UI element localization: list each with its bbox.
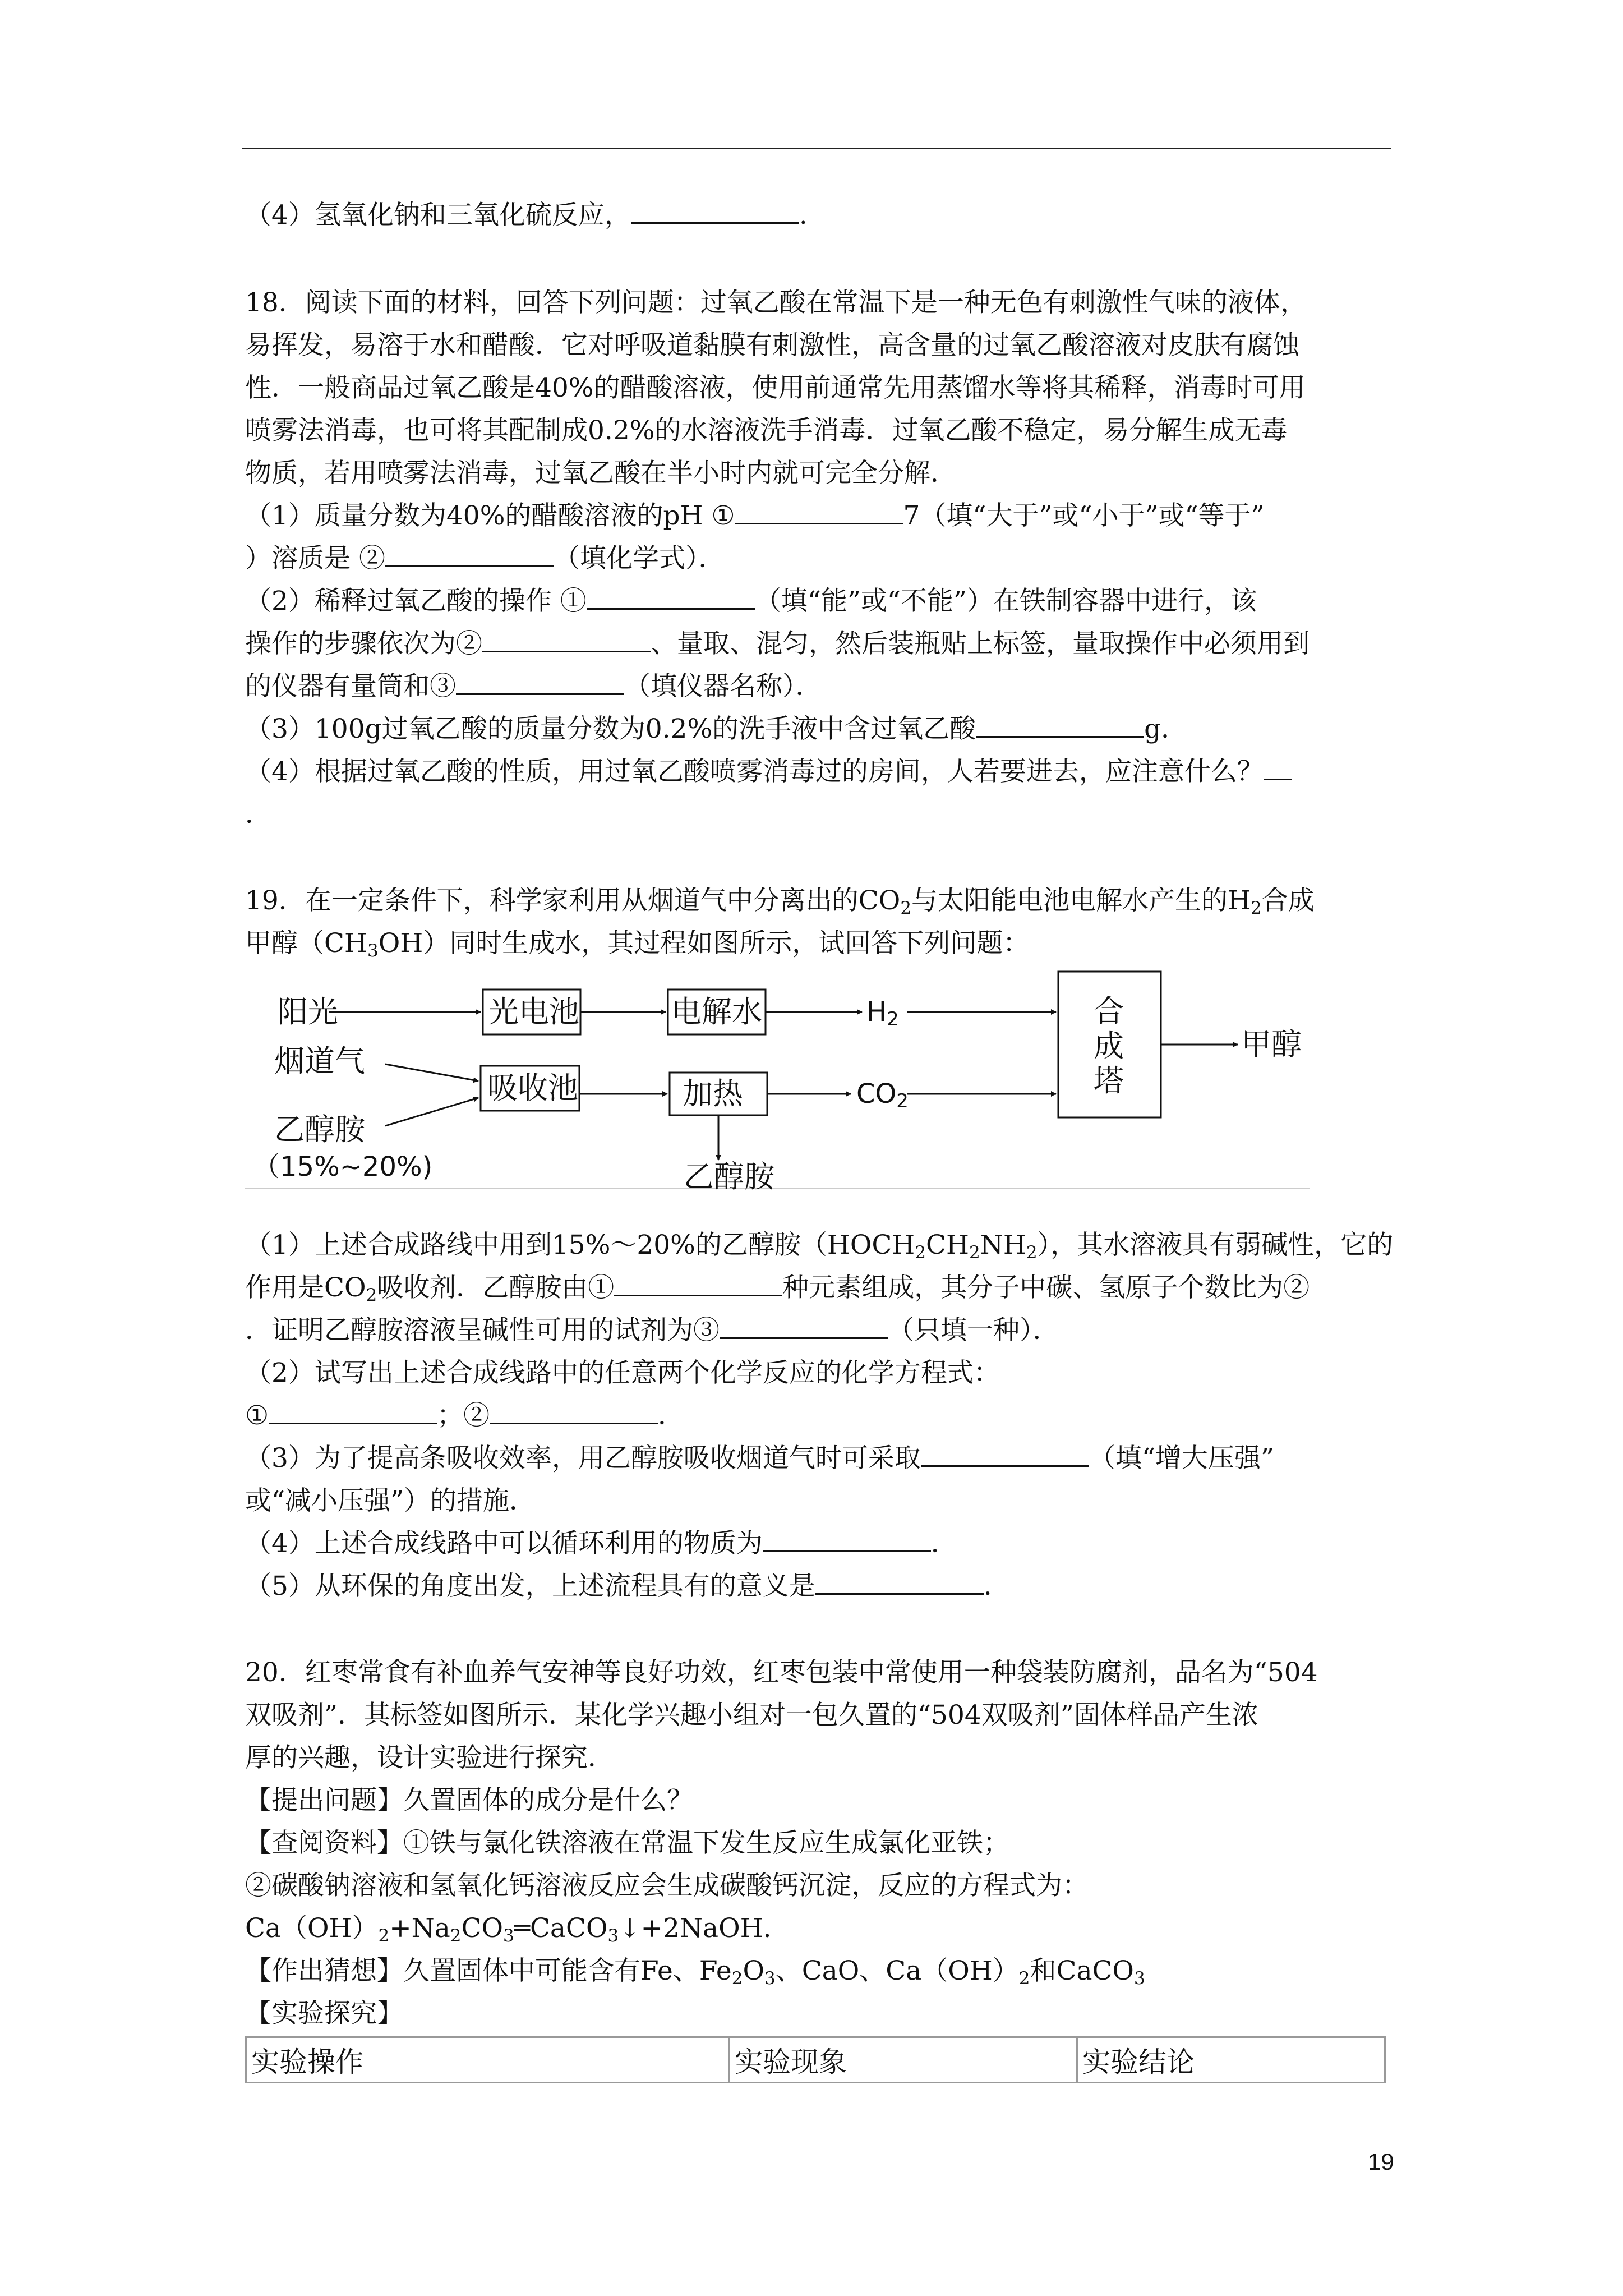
label-methanol: 甲醇 — [1241, 1027, 1302, 1062]
q19-part5: （5）从环保的角度出发，上述流程具有的意义是 ． — [245, 1571, 1010, 1602]
answer-blank[interactable] — [490, 1401, 658, 1424]
q20-materials: 【查阅资料】①铁与氯化铁溶液在常温下发生反应生成氯化亚铁； — [245, 1828, 1009, 1858]
answer-blank[interactable] — [815, 1572, 984, 1595]
q20-text-line: 双吸剂”．其标签如图所示．某化学兴趣小组对一包久置的“504双吸剂”固体样品产生浓 — [245, 1700, 1258, 1731]
experiment-table — [245, 2036, 1386, 2083]
q17-part4: （4）氢氧化钠和三氧化硫反应， . — [245, 200, 808, 231]
answer-blank[interactable] — [976, 715, 1144, 738]
label-sunlight: 阳光 — [278, 994, 338, 1029]
label-concentration: （15%~20%) — [253, 1151, 433, 1182]
label-h2: $H_2$ — [866, 996, 899, 1030]
q20-text-line: 厚的兴趣，设计实验进行探究． — [245, 1742, 614, 1773]
q19-part2: （2）试写出上述合成线路中的任意两个化学反应的化学方程式： — [245, 1358, 1000, 1388]
q18-part2-cont: 的仪器有量筒和③ （填仪器名称）． — [245, 671, 822, 702]
answer-blank[interactable] — [385, 544, 554, 567]
q18-text-line: 物质，若用喷雾法消毒，过氧乙酸在半小时内就可完全分解． — [245, 458, 957, 489]
label-heating: 加热 — [683, 1076, 743, 1111]
q18-part1: （1）质量分数为40%的醋酸溶液的pH ① 7（填“大于”或“小于”或“等于” — [245, 500, 1265, 531]
q18-part3: （3）100g过氧乙酸的质量分数为0.2%的洗手液中含过氧乙酸 g． — [245, 714, 1188, 744]
label-photocell: 光电池 — [488, 994, 579, 1029]
q19-part3: （3）为了提高条吸收效率，用乙醇胺吸收烟道气时可采取 （填“增大压强” — [245, 1443, 1274, 1474]
header-rule — [242, 148, 1391, 149]
answer-blank[interactable] — [631, 201, 799, 224]
q20-hypothesis: 【作出猜想】久置固体中可能含有Fe、$Fe_2O_3$、CaO、$Ca(OH)_2$和CaCO$_3$ — [245, 1955, 1145, 1989]
q20-question-heading: 【提出问题】久置固体的成分是什么？ — [245, 1785, 693, 1816]
answer-blank[interactable] — [456, 672, 624, 695]
answer-blank[interactable] — [1264, 757, 1292, 780]
label-electrolysis: 电解水 — [671, 994, 762, 1029]
q19-part2-answers: ① ；② ． — [245, 1400, 685, 1431]
label-absorber: 吸收池 — [487, 1070, 578, 1106]
label-co2: $CO_2$ — [856, 1078, 909, 1112]
q18-part1-cont: ）溶质是 ② （填化学式）． — [245, 543, 725, 574]
answer-blank[interactable] — [587, 587, 755, 610]
label-ethanolamine: 乙醇胺 — [274, 1112, 365, 1147]
answer-blank[interactable] — [482, 629, 651, 652]
q18-text-line: 喷雾法消毒，也可将其配制成0.2%的水溶液洗手消毒．过氧乙酸不稳定，易分解生成无毒 — [245, 415, 1288, 446]
answer-blank[interactable] — [763, 1529, 931, 1552]
page-number: 19 — [1368, 2148, 1394, 2175]
table-header-cell: 实验结论 — [1077, 2037, 1385, 2083]
answer-blank[interactable] — [735, 501, 903, 524]
q19-text-line: 19．在一定条件下，科学家利用从烟道气中分离出的$CO_2$与太阳能电池电解水产生的$H_2$合成 — [245, 885, 1315, 918]
label-ethanolamine-output: 乙醇胺 — [684, 1159, 774, 1194]
label-flue-gas: 烟道气 — [274, 1043, 365, 1079]
answer-blank[interactable] — [720, 1316, 888, 1339]
q18-text-line: 18．阅读下面的材料，回答下列问题：过氧乙酸在常温下是一种无色有刺激性气味的液体， — [245, 287, 1307, 318]
q19-part1-cont: 作用是$CO_2$吸收剂．乙醇胺由① 种元素组成，其分子中碳、氢原子个数比为② — [245, 1272, 1310, 1305]
answer-blank[interactable] — [614, 1273, 782, 1296]
q19-text-line: 甲醇$(CH_3OH)$同时生成水，其过程如图所示，试回答下列问题： — [245, 928, 1030, 961]
q19-part1-cont: ．证明乙醇胺溶液呈碱性可用的试剂为③ （只填一种）． — [245, 1315, 1059, 1346]
answer-blank[interactable] — [269, 1401, 437, 1424]
q18-text-line: 性．一般商品过氧乙酸是40%的醋酸溶液，使用前通常先用蒸馏水等将其稀释，消毒时可用 — [245, 372, 1306, 403]
q19-part3-cont: 或“减小压强”）的措施． — [245, 1485, 536, 1516]
q20-equation: $Ca(OH)_2+Na_2CO_3═CaCO_3↓+2NaOH$. — [245, 1913, 772, 1946]
q19-part4: （4）上述合成线路中可以循环利用的物质为 ． — [245, 1528, 957, 1559]
table-header-cell: 实验操作 — [246, 2037, 730, 2083]
table-header-cell: 实验现象 — [730, 2037, 1077, 2083]
q19-part1: （1）上述合成路线中用到15%～20%的乙醇胺$(HOCH_2CH_2NH_2)$，其水溶液具有弱碱性，它的 — [245, 1230, 1394, 1263]
table-header-row — [246, 2037, 1385, 2083]
q18-part4-end: ． — [245, 799, 271, 830]
label-synthesis-tower: 合成塔 — [1094, 993, 1124, 1098]
q18-text-line: 易挥发，易溶于水和醋酸．它对呼吸道黏膜有刺激性，高含量的过氧乙酸溶液对皮肤有腐蚀 — [245, 330, 1299, 361]
q20-experiment-heading: 【实验探究】 — [245, 1998, 403, 2029]
process-flow-diagram — [245, 966, 1310, 1194]
q20-text-line: 20．红枣常食有补血养气安神等良好功效，红枣包装中常使用一种袋装防腐剂，品名为“504 — [245, 1657, 1318, 1688]
q18-part2: （2）稀释过氧乙酸的操作 ① （填“能”或“不能”）在铁制容器中进行，该 — [245, 586, 1257, 616]
q18-part4: （4）根据过氧乙酸的性质，用过氧乙酸喷雾消毒过的房间，人若要进去，应注意什么？ — [245, 751, 1292, 793]
q20-materials-cont: ②碳酸钠溶液和氢氧化钙溶液反应会生成碳酸钙沉淀，反应的方程式为： — [245, 1870, 1089, 1901]
q18-part2-cont: 操作的步骤依次为② 、量取、混匀，然后装瓶贴上标签，量取操作中必须用到 — [245, 628, 1310, 659]
answer-blank[interactable] — [921, 1444, 1089, 1467]
